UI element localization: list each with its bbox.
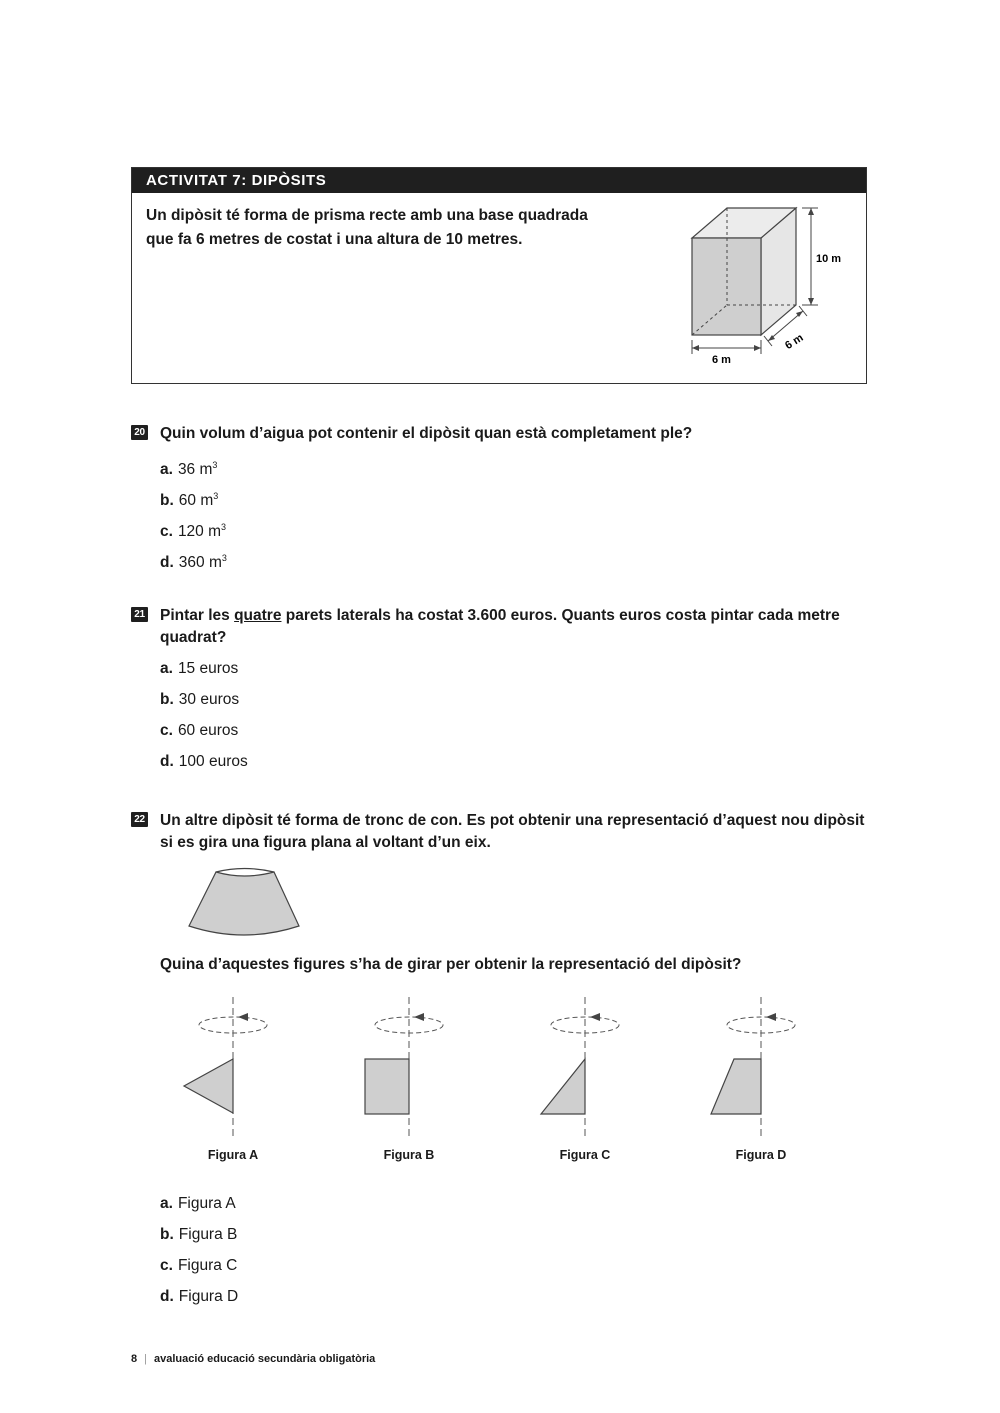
width-arrow-left — [692, 345, 699, 351]
figure-b-shape — [365, 1059, 409, 1114]
question-number-22: 22 — [131, 812, 148, 827]
frustum-top-back — [216, 869, 274, 873]
figure-c-label: Figura C — [559, 1148, 611, 1162]
option-21-c[interactable]: c. 60 euros — [160, 722, 239, 739]
height-arrow-top — [808, 208, 814, 215]
option-21-b[interactable]: b. 30 euros — [160, 691, 240, 708]
question-20-text: Quin volum d’aigua pot contenir el dipòsit quan està completament ple? — [160, 425, 693, 442]
figure-c-arrow — [590, 1013, 600, 1021]
option-20-a[interactable]: a. 36 $m^3$ — [160, 460, 218, 478]
question-21-options — [160, 657, 871, 781]
figure-d-arrow — [766, 1013, 776, 1021]
width-arrow-right — [754, 345, 761, 351]
option-22-b[interactable]: b. Figura B — [160, 1226, 238, 1243]
option-21-d[interactable]: d. 100 euros — [160, 753, 248, 770]
width-label: 6 m — [712, 354, 731, 366]
question-22-options — [160, 1192, 238, 1316]
figure-c-diagram — [541, 997, 619, 1140]
footer-title: avaluació educació secundària obligatòria — [153, 1353, 376, 1365]
question-22 — [131, 810, 871, 854]
figure-d-shape — [711, 1059, 761, 1114]
figure-a-diagram — [184, 997, 267, 1140]
question-20 — [131, 423, 871, 577]
height-label: 10 m — [816, 253, 842, 265]
activity-text-line-2: que fa 6 metres de costat i una altura de 10 metres. — [146, 231, 523, 248]
frustum-body — [189, 872, 299, 935]
option-22-d[interactable]: d. Figura D — [160, 1288, 239, 1305]
figure-a-arrow — [238, 1013, 248, 1021]
figure-b-arrow — [414, 1013, 424, 1021]
figure-a-label: Figura A — [207, 1148, 259, 1162]
question-22-text: Un altre dipòsit té forma de tronc de con. Es pot obtenir una representació d’aquest nou dipòsit si es gira una figura plana al voltant d’un eix. — [160, 812, 865, 851]
frustum-diagram — [186, 864, 306, 944]
question-number-20: 20 — [131, 425, 148, 440]
activity-description — [146, 204, 656, 252]
figure-d-diagram — [711, 997, 795, 1140]
rotation-figures — [170, 995, 830, 1145]
figure-a-shape — [184, 1059, 233, 1113]
activity-text-line-1: Un dipòsit té forma de prisma recte amb una base quadrada — [146, 207, 588, 224]
question-number-21: 21 — [131, 607, 148, 622]
figure-c-shape — [541, 1059, 585, 1114]
option-21-a[interactable]: a. 15 euros — [160, 660, 239, 677]
question-22-subquestion: Quina d’aquestes figures s’ha de girar per obtenir la representació del dipòsit? — [160, 956, 742, 973]
activity-box — [131, 167, 867, 384]
underlined-word: quatre — [234, 607, 282, 624]
activity-header: ACTIVITAT 7: DIPÒSITS — [132, 168, 866, 193]
page-footer — [131, 1353, 375, 1365]
option-22-a[interactable]: a. Figura A — [160, 1195, 236, 1212]
option-20-b[interactable]: b. 60 $m^3$ — [160, 491, 219, 509]
footer-separator: | — [144, 1353, 147, 1365]
question-21 — [131, 605, 871, 781]
figure-b-label: Figura B — [383, 1148, 435, 1162]
depth-label: 6 m — [783, 331, 806, 353]
question-21-text: Pintar les quatre parets laterals ha costat 3.600 euros. Quants euros costa pintar cada metre quadrat? — [160, 607, 840, 646]
figure-d-label: Figura D — [735, 1148, 787, 1162]
question-20-options — [160, 453, 871, 577]
prism-diagram — [682, 198, 857, 373]
option-20-c[interactable]: c. 120 $m^3$ — [160, 522, 227, 540]
height-arrow-bottom — [808, 298, 814, 305]
option-20-d[interactable]: d. 360 $m^3$ — [160, 553, 227, 571]
figure-b-diagram — [365, 997, 443, 1140]
option-22-c[interactable]: c. Figura C — [160, 1257, 238, 1274]
page-number: 8 — [131, 1353, 138, 1365]
